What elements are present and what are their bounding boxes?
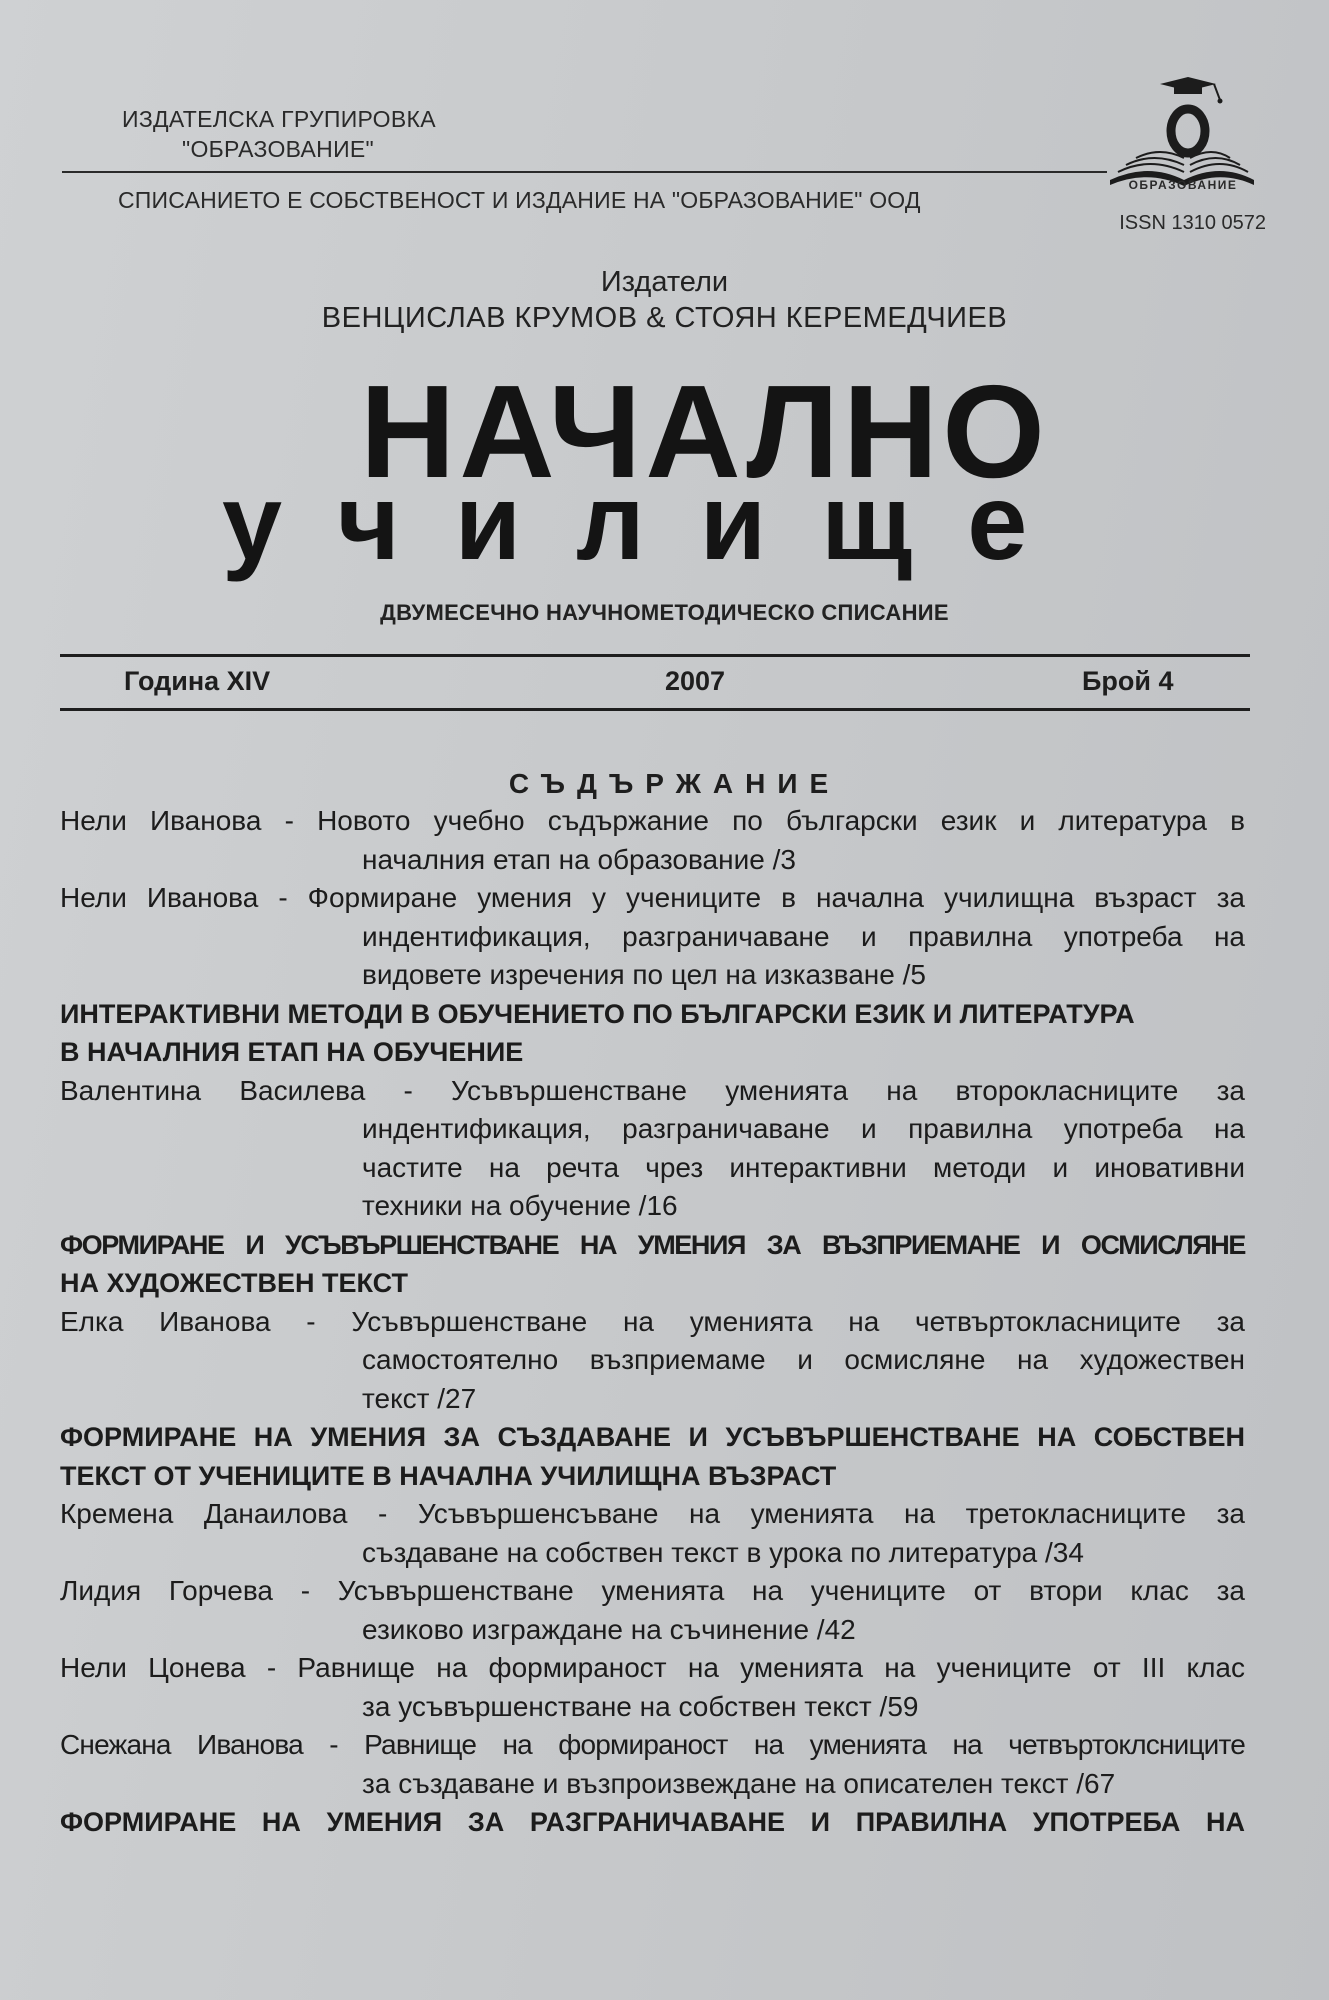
contents-heading: СЪДЪРЖАНИЕ: [508, 768, 841, 799]
toc-section-heading: В НАЧАЛНИЯ ЕТАП НА ОБУЧЕНИЕ: [60, 1037, 524, 1067]
publisher-group: [122, 104, 436, 164]
publisher-group-line2: "ОБРАЗОВАНИЕ": [182, 136, 375, 162]
toc-entry-continuation: индентификация, разграничаване и правилна употреба на: [362, 920, 1245, 952]
journal-title-line2: училище: [222, 461, 1083, 582]
toc-entry: Снежана Иванова - Равнище на формираност на уменията на четвъртоклсниците: [60, 1729, 1245, 1760]
toc-entry: Елка Иванова - Усъвършенстване на уменията на четвъртокласниците за: [60, 1305, 1245, 1337]
toc-entry: Нели Цонева - Равнище на формираност на уменията на учениците от III клас: [60, 1652, 1245, 1683]
toc-entry-continuation: текст /27: [362, 1382, 477, 1414]
toc-entry-continuation: техники на обучение /16: [362, 1190, 678, 1221]
toc-entry-continuation: за усъвършенстване на собствен текст /59: [362, 1690, 919, 1722]
toc-entry-continuation: езиково изграждане на съчинение /42: [362, 1613, 856, 1645]
toc-section-heading: ФОРМИРАНЕ НА УМЕНИЯ ЗА РАЗГРАНИЧАВАНЕ И ПРАВИЛНА УПОТРЕБА НА: [60, 1807, 1245, 1837]
toc-entry-continuation: началния етап на образование /3: [362, 843, 796, 875]
toc-section-heading: ФОРМИРАНЕ НА УМЕНИЯ ЗА СЪЗДАВАНЕ И УСЪВЪРШЕНСТВАНЕ НА СОБСТВЕН: [60, 1422, 1245, 1452]
logo-caption: ОБРАЗОВАНИЕ: [1128, 178, 1238, 192]
table-of-contents: [60, 802, 1245, 1842]
toc-entry: Нели Иванова - Новото учебно съдържание по български език и литература в: [60, 805, 1245, 836]
toc-entry: Лидия Горчева - Усъвършенстване уменията на учениците от втори клас за: [60, 1575, 1245, 1606]
toc-entry-continuation: видовете изречения по цел на изказване /5: [362, 959, 926, 990]
issue-rule-bottom: [60, 708, 1250, 711]
toc-entry-continuation: за създаване и възпроизвеждане на описателен текст /67: [362, 1767, 1116, 1799]
toc-entry-continuation: създаване на собствен текст в урока по литература /34: [362, 1536, 1084, 1568]
toc-entry: Нели Иванова - Формиране умения у учениците в начална училищна възраст за: [60, 882, 1245, 913]
toc-entry: Валентина Василева - Усъвършенстване уменията на второкласниците за: [60, 1074, 1245, 1106]
masthead-divider: [62, 171, 1107, 173]
toc-section-heading: ФОРМИРАНЕ И УСЪВЪРШЕНСТВАНЕ НА УМЕНИЯ ЗА ВЪЗПРИЕМАНЕ И ОСМИСЛЯНЕ: [60, 1229, 1245, 1260]
toc-section-heading: НА ХУДОЖЕСТВЕН ТЕКСТ: [60, 1268, 408, 1298]
volume-label: Година XIV: [124, 666, 271, 696]
issue-rule-top: [60, 654, 1250, 657]
toc-entry: Кремена Данаилова - Усъвършенсъване на уменията на третокласниците за: [60, 1498, 1245, 1529]
ownership-statement: СПИСАНИЕТО Е СОБСТВЕНОСТ И ИЗДАНИЕ НА "ОБРАЗОВАНИЕ" ООД: [118, 187, 921, 213]
issn: ISSN 1310 0572: [1119, 212, 1266, 234]
publishers-label: Издатели: [600, 266, 729, 298]
toc-entry-continuation: частите на речта чрез интерактивни методи и иновативни: [362, 1151, 1245, 1183]
year: 2007: [664, 666, 726, 696]
toc-entry-continuation: индентификация, разграничаване и правилна употреба на: [362, 1113, 1245, 1144]
journal-subtitle: ДВУМЕСЕЧНО НАУЧНОМЕТОДИЧЕСКО СПИСАНИЕ: [380, 600, 949, 625]
toc-section-heading: ИНТЕРАКТИВНИ МЕТОДИ В ОБУЧЕНИЕТО ПО БЪЛГАРСКИ ЕЗИК И ЛИТЕРАТУРА: [60, 998, 1135, 1029]
publisher-group-line1: ИЗДАТЕЛСКА ГРУПИРОВКА: [122, 106, 436, 132]
toc-entry-continuation: самостоятелно възприемаме и осмисляне на художествен: [362, 1344, 1245, 1375]
journal-title-line1: НАЧАЛНО: [360, 358, 1049, 505]
toc-section-heading: ТЕКСТ ОТ УЧЕНИЦИТЕ В НАЧАЛНА УЧИЛИЩНА ВЪЗРАСТ: [60, 1460, 837, 1491]
publishers-names: ВЕНЦИСЛАВ КРУМОВ & СТОЯН КЕРЕМЕДЧИЕВ: [321, 302, 1008, 334]
issue-number: Брой 4: [1082, 666, 1174, 696]
